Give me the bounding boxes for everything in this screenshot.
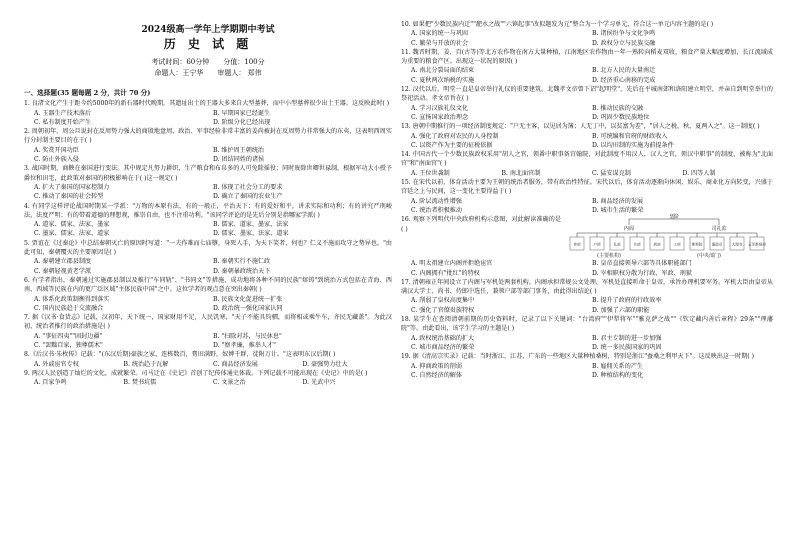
answer-option[interactable]: C. "罢黜百家，独尊儒术" [34,342,103,350]
question-stem: 18. 某学生在查阅清朝前期的历史资料时，记录了以下关键词："台湾府""伊犁将军""雅克萨之战""《钦定藏内善后章程》29条""理藩院"等。由此看出，该学生学习的主题是( ) [401,316,773,333]
question-stem: 8.《后汉书·朱枚传》记载："(东汉后期)豪族之家，连栋数百，膏田满野，奴婢千群，徒附万计。"这表明东汉后期( ) [24,351,336,359]
question-item [401,150,773,178]
question-item [401,20,773,48]
diagram-emperor: 皇帝 [668,214,680,221]
question-stem: 13. 唐朝中期推行的一项经济制度规定："户无主客，以见居为簿；人无丁中，以贫富为差"，"居人之税，秋、夏两入之"。这一制度( ) [401,123,760,131]
diagram-department: 都察院 [691,242,703,247]
question-item [401,85,773,122]
answer-option[interactable]: D. 巩固少数民族地位 [592,113,650,121]
answer-option[interactable]: B. 可统编和官府的财政收入 [592,132,668,140]
question-options [24,109,392,128]
answer-option[interactable]: D. 统一多民族国家的巩固 [592,343,662,351]
diagram-department: 礼部 [613,242,621,247]
question-item [24,369,392,388]
answer-option[interactable]: B. 维护周王朝统治 [213,146,265,154]
answer-option[interactable]: C. 统治者积极推动 [411,206,462,214]
diagram-department: 五军都督府 [748,242,766,247]
question-options [401,296,773,315]
answer-option[interactable]: A. 道家、儒家、法家、墨家 [34,221,110,229]
question-item [24,313,392,350]
question-options [401,66,773,85]
question-stem: 5. 贾谊在《过秦论》中总结秦朝灭亡的原因时写道："一夫作难而七庙隳，身死人手，为天下笑者，何也？仁义不施而攻守之势异也。"由此可知，秦朝覆灭的主要原因是( ) [24,239,392,257]
answer-option[interactable]: D. 种植结构的变化 [592,371,644,379]
question-options [24,332,392,351]
answer-option[interactable]: A. 王位世袭制 [411,169,450,177]
question-item [401,215,773,278]
exam-meta-row-2 [24,68,392,79]
question-item [401,278,773,315]
answer-option[interactable]: B. 诸侯纷争与文化争鸣 [592,30,656,38]
answer-option[interactable]: C. 墨家、儒家、法家、道家 [34,230,110,238]
answer-option[interactable]: B. 雇佣关系的产生 [592,362,644,370]
answer-option[interactable]: A. 明太祖建立内阁并拒绝宦官 [411,260,493,268]
answer-option[interactable]: D. 政治统一强化国家认同 [213,304,283,312]
left-column [24,20,392,388]
answer-option[interactable]: B. 提升了政府的行政效率 [592,297,662,305]
question-options [24,360,392,369]
answer-option[interactable]: C. 以资产作为主要的征税依据 [411,141,493,149]
answer-option[interactable]: A. 削弱了皇权高度集中 [411,297,475,305]
answer-option[interactable]: A. 抑商政策的削弱 [411,362,462,370]
answer-option[interactable]: D. 豪强势力壮大 [302,360,348,368]
answer-option[interactable]: A. 奖赏开国功臣 [34,146,79,154]
answer-option[interactable]: C. 私有制度开始产生 [34,118,92,126]
answer-option[interactable]: C. 城市商品经济的繁荣 [411,343,475,351]
answer-option[interactable]: B. 体现了社会分工的要求 [213,183,283,191]
diagram-caption-right: (中央部门) [697,253,721,260]
answer-option[interactable]: A. "事征四夷""固封边疆" [34,332,103,340]
answer-option[interactable]: D. 秦朝暴政统治天下 [213,267,271,275]
answer-option[interactable]: C. 强化了官僚贵族特权 [411,306,475,314]
exam-author: 命题人：王宁华 [154,69,204,77]
diagram-department: 吏部 [573,242,581,247]
question-item [24,350,392,369]
question-stem: 15. 在宋代以前，体育活动主要为王朝的统治者服务，带有政治性特征。宋代以后，体育活动逐渐向休闲、娱乐、商业化方向转变，兴盛于宫廷之上与民间，这一变化主要得益于( ) [401,179,773,196]
question-stem: 2. 周朝初年，周公旦说封在反周势力强大的商殷地盘周、政治、军事经验非常丰富的姜尚被封在反周势力非常强大的东夷，这表明西周实行分封制主要目的在于( ) [24,128,392,145]
answer-option[interactable]: A. 阶层流动性增强 [411,197,462,205]
answer-option[interactable]: A. 秦朝建立郡县制度 [34,258,92,266]
answer-option[interactable]: C. 夏秋两次纳税的实施 [411,76,475,84]
question-item [24,164,392,201]
answer-option[interactable]: C. 内阁拥有"批红"的特权 [411,269,480,277]
diagram-department: 通政司 [711,242,723,247]
question-options [401,334,773,353]
answer-option[interactable]: B. 儒家、道家、墨家、法家 [213,221,289,229]
answer-option[interactable]: C. 自然经济的解体 [411,371,462,379]
answer-option[interactable]: A. 政权统治基础的扩大 [411,334,475,342]
answer-option[interactable]: A. 扩大了秦国的国家控制力 [34,183,110,191]
question-stem: 3. 战国时期，商鞅在秦国进行变法。其中规定凡努力耕织，生产粮食和布帛多的人可免除徭役；同时废除世卿世禄制，根据军功大小授予爵位和田宅，此政策对秦国的积极影响在于( )这一规定( ) [24,165,392,182]
answer-option[interactable]: A. 外戚宦官专权 [34,360,79,368]
answer-option[interactable]: B. 北方人民的大量南迁 [592,67,656,75]
answer-option[interactable]: D. 政权分立与民族交融 [592,39,656,47]
answer-option[interactable]: B. 秦朝实行不施仁政 [213,258,271,266]
answer-option[interactable]: A. 强化了政府对农民的人身控制 [411,132,499,140]
question-options [24,257,392,276]
question-options [24,220,392,239]
answer-option[interactable]: A. 百家争鸣 [34,379,67,387]
answer-option[interactable]: C. 猛安谋克制 [592,169,631,177]
question-item [401,352,773,380]
answer-option[interactable]: B. 皇帝直接领导六部等具体职能部门 [592,260,692,268]
answer-option[interactable]: B. "扫除对苏，与民休息" [213,332,282,340]
question-item [24,239,392,276]
answer-option[interactable]: D. "察孝廉，推举人才" [213,342,276,350]
answer-option[interactable]: C. 商品经济发展 [213,360,258,368]
question-stem: 17. 清朝雍正年间设立了内阁与军机处两套机构。内阁承担常规公文处理，军机处直接听命于皇帝，承旨办理机要军务。军机大臣由皇帝从满汉大学士、尚书、侍郎中选任，兼领户部等部门事务，由此得出结论( ) [401,278,773,296]
question-options [401,132,773,151]
answer-option[interactable]: D. 确立了秦国的农业生产 [213,193,283,201]
answer-option[interactable]: C. 宣扬国家政治理念 [411,113,469,121]
diagram-department: 大理寺 [731,242,743,247]
question-options [401,169,773,178]
answer-option[interactable]: C. 文景之治 [213,379,246,387]
question-stem: 14. 中国古代一个少数民族政权采用"胡人之官，领番中职事备宫翰院，对此制度不用汉人，汉人之官，领汉中职事"的制度，被称为"北面官"和"南面官"( ) [401,151,773,168]
answer-option[interactable]: B. 商品经济的发展 [592,197,644,205]
answer-option[interactable]: C. 防止外族入侵 [34,156,79,164]
diagram-department: 兵部 [633,242,641,247]
answer-option[interactable]: C. 繁荣与开放的社会 [411,39,469,47]
question-options [24,295,392,314]
answer-option[interactable]: D. 四等人制 [682,169,716,177]
answer-option[interactable]: B. 焚书坑儒 [123,379,157,387]
answer-option[interactable]: C. 国内民族趋于交流融合 [34,304,104,312]
diagram-department: 刑部 [653,242,661,247]
question-stem: 19. 据《清高宗实录》记载：当时浙江、江苏、广东的一些地区大量种植桑树，特别是浙江"蚕桑之利甲天下"。这反映出这一时期( ) [401,353,754,361]
answer-option[interactable]: A. 体系化政策制衡得到落实 [34,295,110,303]
question-stem: 10. 如果把"少数民族内迁""淝水之战""六镇起事"改拟题发为元"整合为一个学习单元，符合这一单元内容主题的是( ) [401,21,714,28]
question-stem: 6. 有学者指出，秦朝通过实施郡县制以及推行"车同轨"、"书同文"等措施，成功地将各种不同的民族"熔铸"到统治方式包括在青海、西南、西域等民族在内的更广泛区域"主体民族中国"之中。这位学者的观点意在突出秦朝( ) [24,276,392,294]
answer-option[interactable]: D. 宰相职权分散为行政、军政、刑狱 [592,269,692,277]
question-options [24,378,392,387]
answer-option[interactable]: D. 城市生活的繁荣 [592,206,644,214]
diagram-eunuchs: 司礼监 [711,226,727,233]
answer-option[interactable]: B. 统治趋于瓦解 [123,360,169,368]
question-stem: 9. 两汉人民创造了灿烂的文化，成就繁荣。司马迁在《史记》首创了纪传体通史体裁。下列记载不可能出现在《史记》中的是( ) [24,369,368,377]
question-options [24,146,392,165]
exam-reviewer: 审题人： 郑伟 [217,69,262,77]
answer-option[interactable]: D. 阶级分化已经出现 [213,118,271,126]
right-column [401,20,773,380]
question-stem: 1. 良渚文化产生于距今约5000年的新石器时代晚期，其遗址出土的王器大多来自大型墓葬，而中小型墓葬很少出土王器。这反映此时( ) [24,100,390,108]
answer-option[interactable]: C. 秦朝轻视黄老学派 [34,267,92,275]
question-options [401,259,773,278]
answer-option[interactable]: B. 君主专制的进一步加强 [592,334,662,342]
diagram-caption-left: (主要机构) [597,253,621,260]
question-options [401,104,773,123]
exam-title: 2024级高一学年上学期期中考试 [141,25,275,35]
subject-title: 历 史 试 题 [163,37,253,51]
question-item [24,276,392,313]
question-stem: 16. 观察下列明代中央政府机构示意图，对此解读准确的是( ) [401,216,561,233]
question-options [401,362,773,381]
diagram-department: 户部 [593,242,601,247]
answer-option[interactable]: B. 南北面官制 [501,169,541,177]
question-options [24,183,392,202]
answer-option[interactable]: D. 经济重心南移的完成 [592,76,656,84]
answer-option[interactable]: C. 推动了秦国的社会转型 [34,193,104,201]
diagram-cabinet: 内阁 [623,226,635,233]
ming-government-diagram [569,211,764,259]
question-options [401,29,773,48]
diagram-department: 工部 [673,242,681,247]
answer-option[interactable]: D. 加强了六部的职能 [592,306,650,314]
answer-option[interactable]: D. 团结同姓的诸侯 [213,156,265,164]
exam-score: 分值：100分 [223,58,265,66]
question-item [401,48,773,85]
question-with-figure [401,215,773,259]
answer-option[interactable]: B. 民族文化促进统一扩张 [213,295,283,303]
right-question-list [401,20,773,380]
question-item [24,99,392,127]
answer-option[interactable]: D. 光武中兴 [302,379,336,387]
exam-time: 考试时间：60分钟 [151,58,210,66]
question-stem: 12. 汉代以后，明堂一直是皇帝举行礼仪的重要建筑。北魏孝文帝曾下诏"起明堂"，先后在平城南郊和洛阳建立明堂，并亲自到明堂举行的祭祀活动。孝文帝旨在( ) [401,86,773,103]
answer-option[interactable]: A. 南北分裂局面的结束 [411,67,475,75]
question-item [401,178,773,215]
exam-meta-row-1 [24,57,392,68]
answer-option[interactable]: D. 以均田制的实施为前提条件 [592,141,674,149]
question-item [24,202,392,239]
answer-option[interactable]: A. 玉器生产技术落后 [34,109,92,117]
exam-header [24,24,392,79]
left-question-list [24,99,392,387]
answer-option[interactable]: D. 儒家、墨家、法家、道家 [213,230,289,238]
section-title: 一、选择题(35 题每题 2 分，共计 70 分) [24,89,151,97]
question-item [24,127,392,164]
question-stem: 11. 魏晋时期，姜、百(古等)等北方农作物在南方大量种植，江南地区农作物由一年一熟转向稻麦双收，粮食产量大幅度增加，长江流域成为重要的粮食产区。出现这一状况的原因( ) [401,48,773,66]
question-stem: 4. 有同学这样评论战国时期某一学派："万物的本原有法，有的一般正，平治天下；有的爱好和平，讲求实际和功利；有的讲究严刑峻法，法度严明；有的带着道德的理想观，推崇自由，也不注重功利。"该同学评论的是先后分别是指哪家学派( ) [24,202,392,219]
answer-option[interactable]: B. 早期国家已经诞生 [213,109,271,117]
answer-option[interactable]: A. 学习汉族礼仪文化 [411,104,469,112]
answer-option[interactable]: B. 推动民族的交融 [592,104,644,112]
question-stem: 7. 据《汉书·食货志》记载，汉初年，天下统一，国家财用不足，人民饥寒，"天子不能具钧驷，而将相或乘牛车，齐民无藏盖"。为此汉初，统治者推行的政治措施是( ) [24,314,392,331]
answer-option[interactable]: A. 国家的统一与巩固 [411,30,469,38]
question-item [401,122,773,150]
question-item [401,315,773,352]
